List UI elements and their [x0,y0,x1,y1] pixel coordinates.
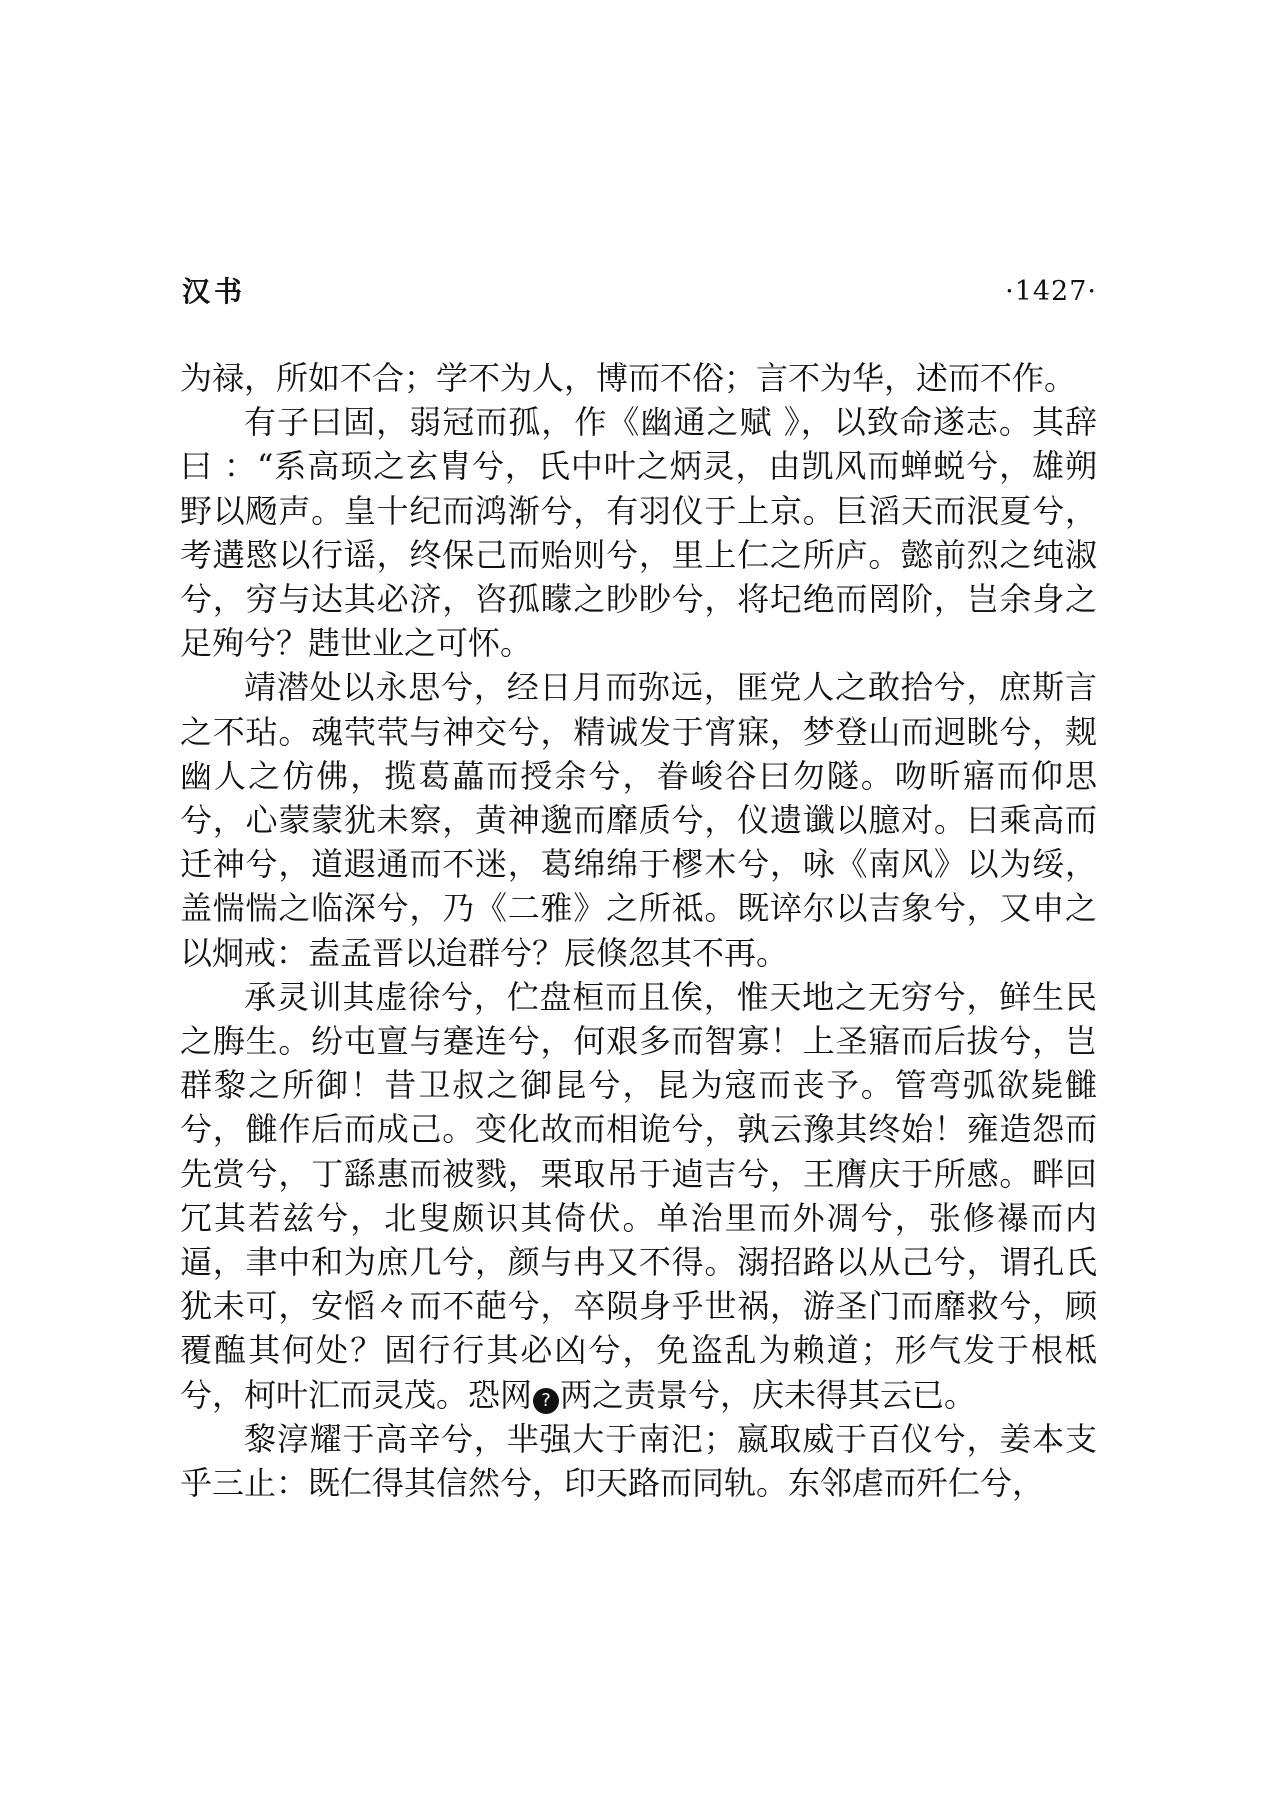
page-header [182,270,1097,314]
missing-glyph-icon: ? [533,1388,559,1414]
paragraph-4-text-after: 两之责景兮，庆未得其云已。 [560,1375,977,1414]
paragraph-2: 有子曰固，弱冠而孤，作《幽通之赋 》，以致命遂志。其辞曰 ：“系高顼之玄胄兮，氏中叶之炳灵，由凯风而蝉蜕兮，雄朔野以飏声。皇十纪而鸿渐兮，有羽仪于上京。巨滔天而泯夏兮，考遘愍以行谣，终保己而贻则兮，里上仁之所庐。懿前烈之纯淑兮，穷与达其必济，咨孤矇之眇眇兮，将圮绝而罔阶，岂余身之足殉兮？韪世业之可怀。 [180,403,1097,663]
paragraph-1: 为禄，所如不合；学不为人，博而不俗；言不为华，述而不作。 [180,359,1077,397]
paragraph-5: 黎淳耀于高辛兮，芈强大于南汜；嬴取威于百仪兮，姜本支乎三止：既仁得其信然兮，印天路而同轨。东邻虐而歼仁兮， [180,1419,1097,1503]
book-title: 汉书 [182,275,247,308]
paragraph-3: 靖潜处以永思兮，经日月而弥远，匪党人之敢拾兮，庶斯言之不玷。魂茕茕与神交兮，精诚发于宵寐，梦登山而迥眺兮，觌幽人之仿佛，揽葛藟而授余兮，眷峻谷曰勿隧。吻昕寤而仰思兮，心蒙蒙犹未察，黄神邈而靡质兮，仪遗谶以臆对。曰乘高而迁神兮，道遐通而不迷，葛绵绵于樛木兮，咏《南风》以为绥，盖惴惴之临深兮，乃《二雅》之所祗。既谇尔以吉象兮，又申之以炯戒：盍孟晋以迨群兮？辰倏忽其不再。 [180,668,1097,972]
paragraph-4-text-before: 承灵训其虚徐兮，伫盘桓而且俟，惟天地之无穷兮，鲜生民之脢生。纷屯亶与蹇连兮，何艰多而智寡！上圣寤而后拔兮，岂群黎之所御！昔卫叔之御昆兮，昆为寇而丧予。管弯弧欲毙雠兮，雠作后而成己。变化故而相诡兮，孰云豫其终始！雍造怨而先赏兮，丁繇惠而被戮，栗取吊于逌吉兮，王膺庆于所感。畔回冗其若兹兮，北叟颇识其倚伏。单治里而外凋兮，张修襮而内逼，聿中和为庶几兮，颜与冉又不得。溺招路以从己兮，谓孔氏犹未可，安慆々而不葩兮，卒陨身乎世祸，游圣门而靡救兮，顾覆醢其何处？固行行其必凶兮，免盗乱为赖道；形气发于根柢兮，柯叶汇而灵茂。恐网 [180,977,1097,1414]
body-text [180,356,1097,1505]
paragraph-4 [180,975,1097,1417]
page-number: ·1427· [1005,276,1097,307]
